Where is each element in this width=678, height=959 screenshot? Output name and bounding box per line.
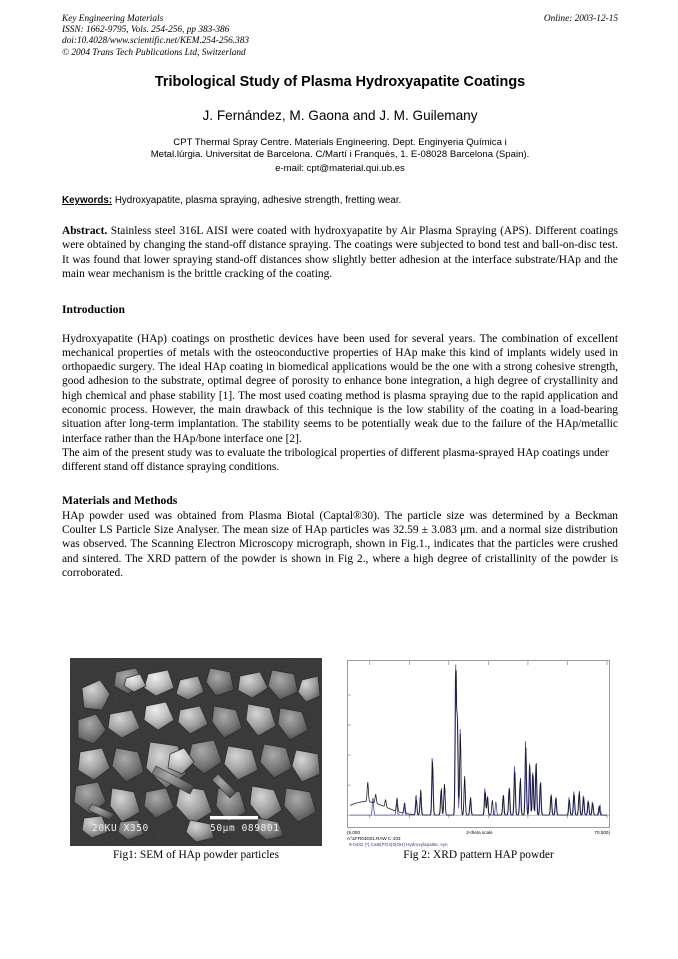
online-date: Online: 2003-12-15 [543, 14, 618, 24]
contact-email: e-mail: cpt@material.qui.ub.es [275, 162, 405, 174]
paper-title: Tribological Study of Plasma Hydroxyapatite Coatings [154, 73, 526, 90]
xrd-axis-max: 70.000) [594, 830, 610, 835]
section-heading-materials-and-methods: Materials and Methods [62, 494, 178, 508]
xrd-series-reference [350, 665, 607, 816]
abstract-block [62, 224, 618, 281]
journal-copyright-line: © 2004 Trans Tech Publications Ltd, Switzerland [62, 47, 246, 58]
xrd-axis-ticks [348, 661, 609, 818]
xrd-plot-frame [347, 660, 610, 828]
journal-issn-line: ISSN: 1662-9795, Vols. 254-256, pp 383-386 [62, 25, 230, 36]
section-heading-introduction: Introduction [62, 303, 125, 317]
figure-xrd-pattern [347, 660, 610, 828]
journal-name: Key Engineering Materials [62, 14, 164, 24]
sem-overlay-left: 20KU X350 [92, 823, 149, 834]
introduction-paragraph-1: Hydroxyapatite (HAp) coatings on prosthetic devices have been used for several years. The combination of excellent mechanical properties of metals with the osteoconductive properties of HAp make this kind of implants widely used in orthopaedic surgery. The ideal HAp coating in biomedical applications would be the one with a strong cohesive strength, good adhesion to the substrate, optimal degree of porosity to enhance bone integration, a high degree of crystallinity and high chemical and phase stability [1]. The most used coating method is plasma spraying due to the rapid application and economic process. However, the main drawback of this technique is the low stability of the coating in a load-bearing situation after long-term implantation. The stability seems to be potentially weak due to the failure of the HAp/metallic interface rather than the HAp/bone interface one [2]. [62, 332, 618, 445]
sem-overlay-right: 50µm 089801 [210, 823, 280, 834]
materials-paragraph-1: HAp powder used was obtained from Plasma Biotal (Captal®30). The particle size was determined by a Beckman Coulter LS Particle Size Analyser. The mean size of HAp particles was 32.59 ± 3.083 μm. and a normal size distribution was observed. The Scanning Electron Microscopy micrograph, shown in Fig.1., indicates that the particles were crushed and sintered. The XRD pattern of the powder is shown in Fig 2., where a high degree of cristallinity of the powder is corroborated. [62, 509, 618, 579]
paper-authors: J. Fernández, M. Gaona and J. M. Guilemany [202, 107, 478, 123]
xrd-axis-min: (5.000 [347, 830, 361, 835]
keywords-label: Keywords: [62, 195, 113, 207]
xrd-axis-labels [347, 830, 612, 850]
affiliation-line-1: CPT Thermal Spray Centre. Materials Engineering. Dept. Enginyeria Química i [173, 136, 507, 148]
figures-row [0, 644, 678, 874]
journal-doi-line: doi:10.4028/www.scientific.net/KEM.254-256.383 [62, 36, 250, 47]
xrd-legend-sample: A:\1FR04D01.RAW C-103 [347, 836, 401, 841]
introduction-paragraph-2: The aim of the present study was to evaluate the tribological properties of different plasma-sprayed HAp coatings under different stand off distance spraying conditions. [62, 446, 609, 474]
xrd-series-sample [350, 671, 607, 815]
keywords-line [62, 194, 618, 207]
paper-affiliation [62, 137, 618, 162]
sem-image [70, 658, 322, 846]
figure-2-caption: Fig 2: XRD pattern HAP powder [403, 849, 554, 861]
affiliation-line-2: Metal.lúrgia. Universitat de Barcelona. C/Martí i Franquès, 1. E-08028 Barcelona (Spain). [150, 149, 530, 161]
journal-header [62, 14, 618, 59]
figure-sem-micrograph [70, 658, 322, 846]
xrd-chart [348, 661, 609, 827]
abstract-text: Stainless steel 316L AISI were coated with hydroxyapatite by Air Plasma Spraying (APS). Different coatings were obtained by changing the stand-off distance spraying. The coatings were subjected to bond test and ball-on-disc test. It was found that lower spraying stand-off distances show slightly better adhesion at the interface substrate/HAp and the main wear mechanism is the brittle cracking of the coating. [62, 225, 618, 280]
figure-1-caption: Fig1: SEM of HAp powder particles [112, 849, 280, 861]
xrd-axis-label: 2-theta scale [466, 830, 493, 835]
xrd-legend-reference: 9-0432 (*) Cal5(PO4)3(OH) Hydroxylapatite, syn [349, 842, 448, 847]
abstract-label: Abstract. [62, 225, 108, 238]
page-content [62, 14, 618, 580]
keywords-values: Hydroxyapatite, plasma spraying, adhesive strength, fretting wear. [114, 195, 402, 207]
